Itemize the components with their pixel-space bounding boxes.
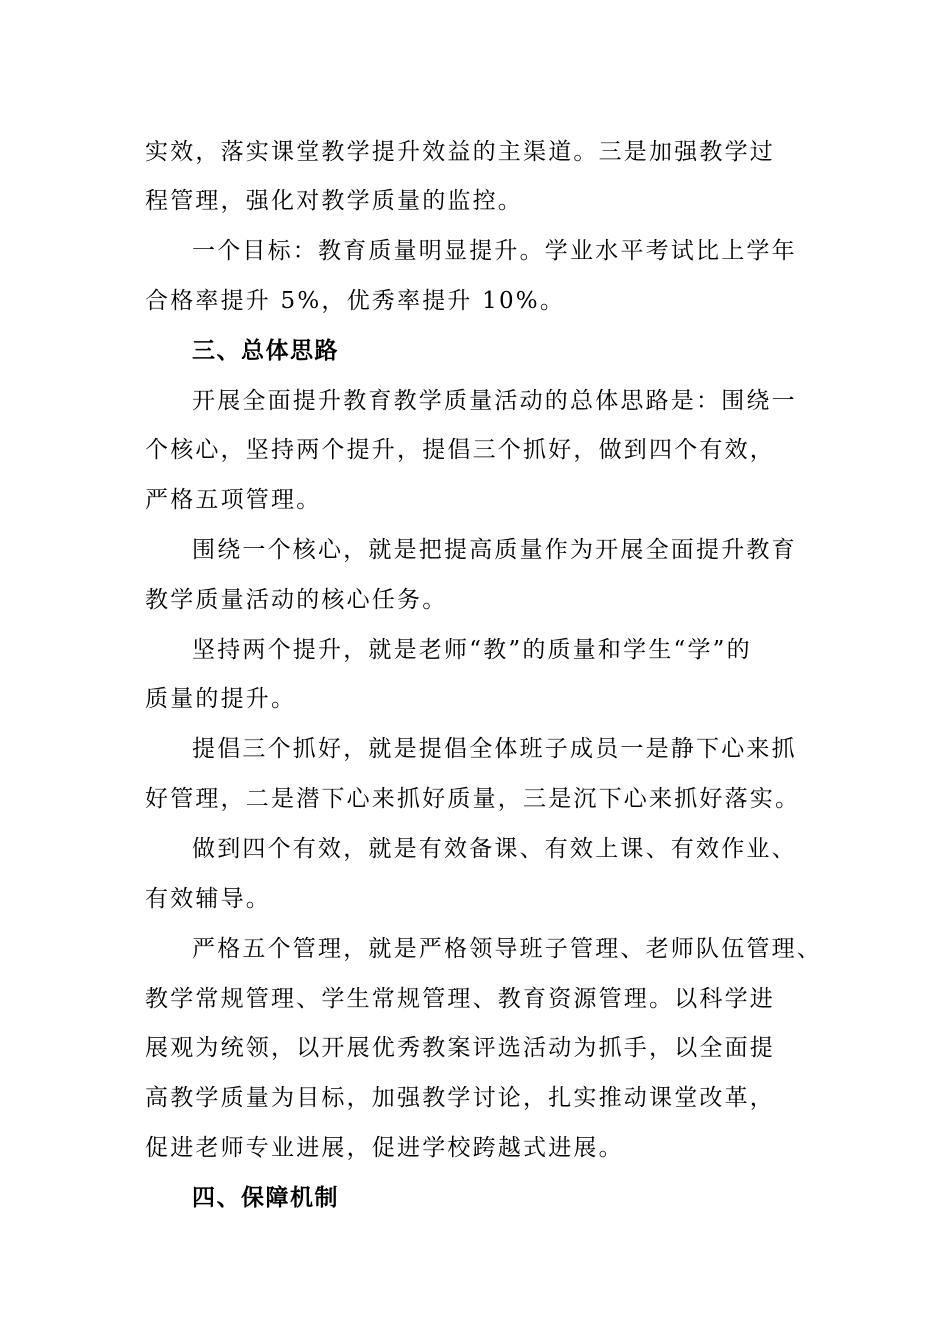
paragraph-line: 合格率提升 5%，优秀率提升 10%。 bbox=[145, 288, 566, 314]
paragraph-line: 展观为统领，以开展优秀教案评选活动为抓手，以全面提 bbox=[145, 1035, 775, 1061]
section-heading: 四、保障机制 bbox=[192, 1184, 339, 1211]
paragraph-line: 严格五个管理，就是严格领导班子管理、老师队伍管理、 bbox=[192, 936, 822, 962]
paragraph-line: 坚持两个提升，就是老师“教”的质量和学生“学”的 bbox=[192, 637, 752, 663]
paragraph-line: 围绕一个核心，就是把提高质量作为开展全面提升教育 bbox=[192, 537, 797, 563]
paragraph-line: 有效辅导。 bbox=[145, 886, 271, 912]
paragraph-line: 提倡三个抓好，就是提倡全体班子成员一是静下心来抓 bbox=[192, 736, 797, 762]
paragraph-line: 教学常规管理、学生常规管理、教育资源管理。以科学进 bbox=[145, 986, 775, 1012]
paragraph-line: 高教学质量为目标，加强教学讨论，扎实推动课堂改革， bbox=[145, 1085, 775, 1111]
paragraph-line: 一个目标：教育质量明显提升。学业水平考试比上学年 bbox=[192, 238, 797, 264]
section-heading: 三、总体思路 bbox=[192, 337, 339, 364]
paragraph-line: 严格五项管理。 bbox=[145, 487, 322, 513]
paragraph-line: 程管理，强化对教学质量的监控。 bbox=[145, 188, 523, 214]
paragraph-line: 开展全面提升教育教学质量活动的总体思路是：围绕一 bbox=[192, 388, 797, 414]
paragraph-line: 个核心，坚持两个提升，提倡三个抓好，做到四个有效， bbox=[145, 437, 775, 463]
paragraph-line: 实效，落实课堂教学提升效益的主渠道。三是加强教学过 bbox=[145, 139, 775, 165]
paragraph-line: 教学质量活动的核心任务。 bbox=[145, 587, 448, 613]
paragraph-line: 促进老师专业进展，促进学校跨越式进展。 bbox=[145, 1135, 624, 1161]
paragraph-line: 做到四个有效，就是有效备课、有效上课、有效作业、 bbox=[192, 836, 797, 862]
paragraph-line: 质量的提升。 bbox=[145, 686, 297, 712]
paragraph-line: 好管理，二是潜下心来抓好质量，三是沉下心来抓好落实。 bbox=[145, 786, 801, 812]
